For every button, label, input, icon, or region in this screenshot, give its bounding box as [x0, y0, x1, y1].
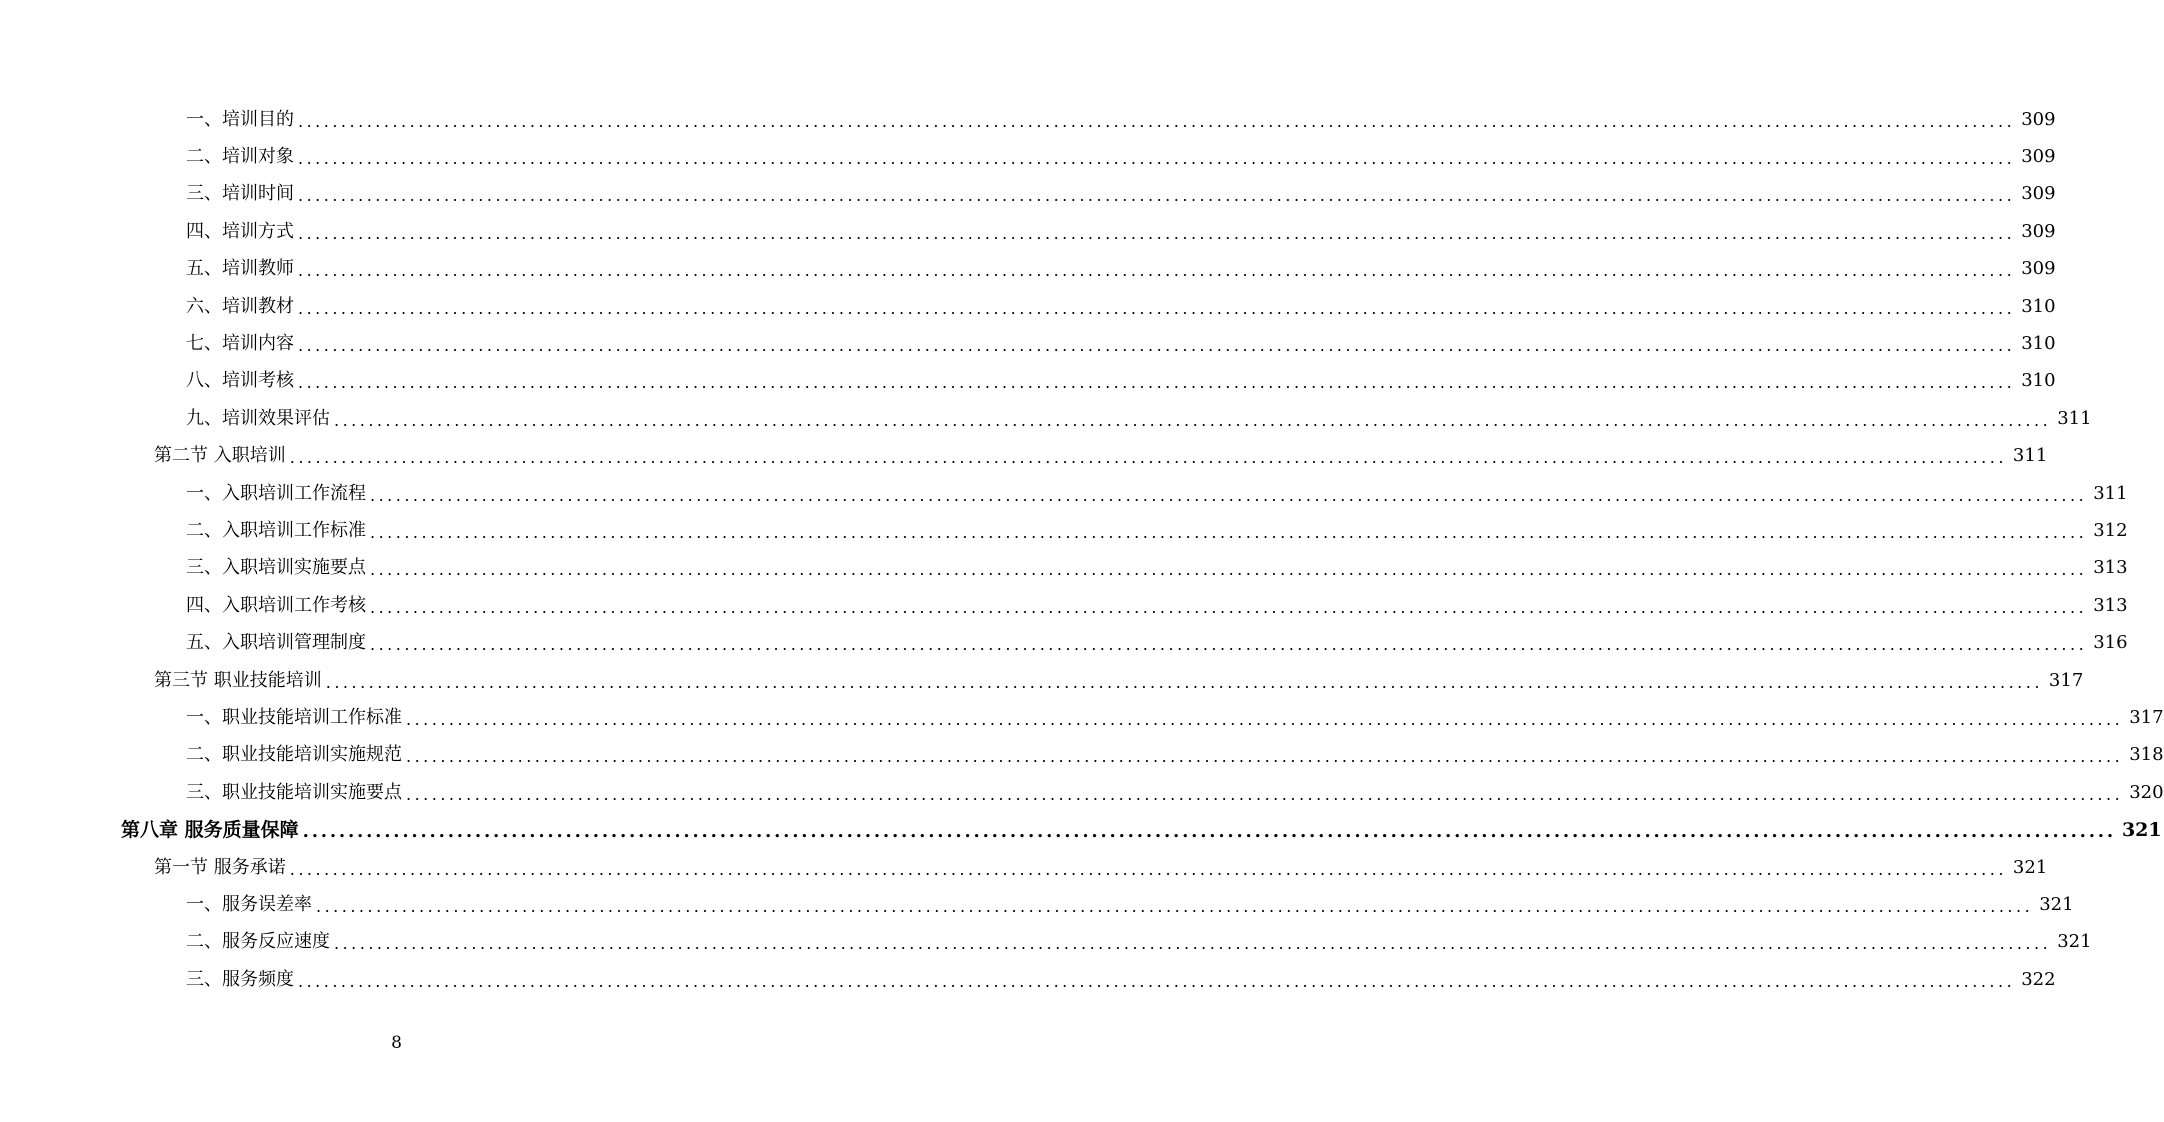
toc-entry-line [186, 482, 2128, 505]
toc-entry-title: 一、培训目的 [186, 111, 298, 129]
toc-entry-page: 321 [2012, 856, 2048, 878]
toc-entry-page: 318 [2129, 744, 2164, 766]
toc-item-entry[interactable] [0, 961, 2056, 998]
toc-item-entry[interactable] [0, 101, 2056, 138]
toc-entry-line [186, 744, 2164, 767]
toc-entry-page: 309 [2021, 146, 2056, 168]
toc-entry-title: 三、服务频度 [186, 971, 298, 989]
toc-entry-line [186, 632, 2128, 655]
toc-entry-page: 309 [2021, 220, 2056, 242]
toc-entry-title: 三、入职培训实施要点 [186, 559, 370, 577]
toc-section-entry[interactable] [0, 662, 2084, 699]
toc-entry-page: 322 [2021, 968, 2056, 990]
toc-entry-title: 五、入职培训管理制度 [186, 634, 370, 652]
toc-dot-leader: ........................................................................................................................................................................................................ [289, 859, 2007, 879]
toc-dot-leader: ........................................................................................................................................................................................................ [298, 111, 2016, 131]
toc-item-entry[interactable] [0, 251, 2056, 288]
toc-dot-leader: ........................................................................................................................................................................................................ [334, 410, 2052, 430]
toc-entry-title: 五、培训教师 [186, 260, 298, 278]
toc-entry-title: 三、职业技能培训实施要点 [186, 784, 406, 802]
toc-item-entry[interactable] [0, 924, 2092, 961]
toc-entry-line [186, 519, 2128, 542]
toc-entry-line [186, 557, 2128, 580]
toc-entry-line [154, 856, 2048, 879]
toc-entry-title: 二、服务反应速度 [186, 933, 334, 951]
toc-dot-leader: ........................................................................................................................................................................................................ [370, 522, 2088, 542]
toc-entry-page: 321 [2039, 893, 2074, 915]
toc-entry-page: 317 [2129, 706, 2164, 728]
toc-dot-leader: ........................................................................................................................................................................................................ [370, 597, 2088, 617]
toc-entry-page: 309 [2021, 183, 2056, 205]
toc-item-entry[interactable] [0, 512, 2128, 549]
toc-entry-line [186, 370, 2056, 393]
toc-entry-page: 310 [2021, 295, 2056, 317]
toc-entry-title: 第八章 服务质量保障 [121, 821, 303, 840]
toc-dot-leader: ........................................................................................................................................................................................................ [406, 784, 2124, 804]
toc-entry-title: 八、培训考核 [186, 372, 298, 390]
toc-entry-title: 第二节 入职培训 [154, 447, 290, 465]
toc-entry-title: 三、培训时间 [186, 185, 298, 203]
toc-dot-leader: ........................................................................................................................................................................................................ [406, 747, 2124, 767]
toc-entry-title: 九、培训效果评估 [186, 410, 334, 428]
toc-entry-line [186, 931, 2092, 954]
toc-entry-line [186, 108, 2056, 131]
toc-entry-line [186, 183, 2056, 206]
toc-entry-page: 316 [2093, 632, 2128, 654]
toc-dot-leader: ........................................................................................................................................................................................................ [406, 709, 2124, 729]
toc-item-entry[interactable] [0, 886, 2074, 923]
toc-entry-title: 二、入职培训工作标准 [186, 522, 370, 540]
toc-item-entry[interactable] [0, 176, 2056, 213]
toc-entry-line [186, 146, 2056, 169]
toc-entry-line [186, 893, 2074, 916]
toc-entry-title: 一、职业技能培训工作标准 [186, 709, 406, 727]
toc-dot-leader: ........................................................................................................................................................................................................ [370, 635, 2088, 655]
toc-dot-leader: ........................................................................................................................................................................................................ [370, 485, 2088, 505]
toc-dot-leader: ........................................................................................................................................................................................................ [298, 971, 2016, 991]
toc-item-entry[interactable] [0, 400, 2092, 437]
toc-entry-line [186, 258, 2056, 281]
toc-item-entry[interactable] [0, 138, 2056, 175]
toc-entry-page: 311 [2057, 407, 2092, 429]
toc-dot-leader: ........................................................................................................................................................................................................ [298, 336, 2016, 356]
toc-entry-page: 312 [2093, 519, 2128, 541]
toc-entry-page: 321 [2121, 818, 2162, 841]
toc-dot-leader: ........................................................................................................................................................................................................ [334, 934, 2052, 954]
toc-entry-line [186, 220, 2056, 243]
toc-item-entry[interactable] [0, 325, 2056, 362]
toc-item-entry[interactable] [0, 774, 2164, 811]
toc-dot-leader: ........................................................................................................................................................................................................ [289, 448, 2007, 468]
toc-entry-page: 310 [2021, 333, 2056, 355]
toc-entry-page: 310 [2021, 370, 2056, 392]
toc-entry-line [186, 594, 2128, 617]
table-of-contents [0, 101, 2164, 998]
toc-item-entry[interactable] [0, 699, 2164, 736]
toc-entry-line [186, 781, 2164, 804]
toc-dot-leader: ........................................................................................................................................................................................................ [298, 373, 2016, 393]
toc-item-entry[interactable] [0, 213, 2056, 250]
toc-entry-title: 一、服务误差率 [186, 896, 316, 914]
toc-chapter-entry[interactable] [0, 811, 2162, 848]
toc-item-entry[interactable] [0, 587, 2128, 624]
toc-entry-line [186, 333, 2056, 356]
toc-entry-line [154, 669, 2084, 692]
toc-section-entry[interactable] [0, 849, 2048, 886]
toc-entry-page: 313 [2093, 594, 2128, 616]
toc-entry-title: 第一节 服务承诺 [154, 859, 290, 877]
toc-entry-page: 321 [2057, 931, 2092, 953]
toc-entry-title: 二、培训对象 [186, 148, 298, 166]
toc-entry-title: 四、入职培训工作考核 [186, 597, 370, 615]
toc-entry-title: 一、入职培训工作流程 [186, 485, 370, 503]
toc-item-entry[interactable] [0, 737, 2164, 774]
page-number: 8 [391, 1033, 402, 1053]
toc-entry-line [186, 295, 2056, 318]
toc-dot-leader: ........................................................................................................................................................................................................ [298, 186, 2016, 206]
toc-entry-line [121, 818, 2162, 843]
toc-item-entry[interactable] [0, 475, 2128, 512]
toc-entry-page: 309 [2021, 108, 2056, 130]
toc-entry-line [186, 968, 2056, 991]
toc-entry-page: 317 [2048, 669, 2084, 691]
toc-dot-leader: ........................................................................................................................................................................................................ [298, 149, 2016, 169]
toc-entry-title: 四、培训方式 [186, 223, 298, 241]
toc-entry-page: 320 [2129, 781, 2164, 803]
toc-entry-title: 第三节 职业技能培训 [154, 672, 326, 690]
toc-entry-page: 313 [2093, 557, 2128, 579]
toc-entry-line [154, 445, 2048, 468]
toc-entry-page: 311 [2012, 445, 2048, 467]
toc-item-entry[interactable] [0, 363, 2056, 400]
toc-entry-title: 二、职业技能培训实施规范 [186, 746, 406, 764]
toc-entry-line [186, 706, 2164, 729]
toc-item-entry[interactable] [0, 550, 2128, 587]
toc-entry-page: 309 [2021, 258, 2056, 280]
toc-entry-title: 六、培训教材 [186, 298, 298, 316]
toc-dot-leader: ........................................................................................................................................................................................................ [298, 261, 2016, 281]
toc-dot-leader: ........................................................................................................................................................................................................ [325, 672, 2043, 692]
toc-item-entry[interactable] [0, 624, 2128, 661]
toc-dot-leader: ........................................................................................................................................................................................................ [316, 896, 2034, 916]
toc-item-entry[interactable] [0, 288, 2056, 325]
toc-entry-title: 七、培训内容 [186, 335, 298, 353]
toc-section-entry[interactable] [0, 438, 2048, 475]
toc-entry-line [186, 407, 2092, 430]
toc-dot-leader: ........................................................................................................................................................................................................ [298, 298, 2016, 318]
toc-entry-page: 311 [2093, 482, 2128, 504]
toc-dot-leader: ........................................................................................................................................................................................................ [370, 560, 2088, 580]
toc-dot-leader: ........................................................................................................................................................................................................ [302, 821, 2116, 843]
toc-dot-leader: ........................................................................................................................................................................................................ [298, 223, 2016, 243]
